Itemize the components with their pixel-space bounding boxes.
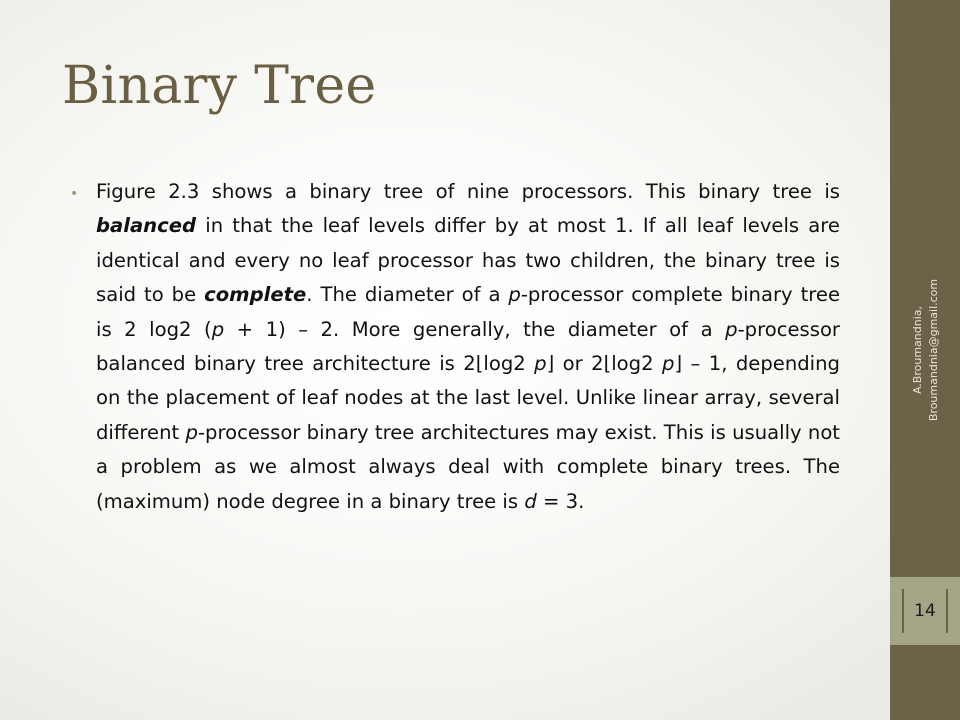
footer-author: [910, 200, 942, 500]
text-run: Figure 2.3 shows a binary tree of nine processors. This binary tree is: [96, 180, 840, 203]
bullet-item: [70, 175, 840, 519]
page-number: 14: [914, 601, 936, 621]
slide-title: Binary Tree: [62, 56, 377, 116]
math-variable: p: [211, 317, 225, 341]
math-variable: p: [185, 420, 198, 444]
slide-content: [70, 175, 840, 519]
text-run: ⌋ or 2⌊log2: [546, 352, 662, 376]
math-variable: p: [662, 352, 675, 376]
text-run: . The diameter of a: [306, 283, 509, 307]
math-variable: p: [508, 283, 521, 307]
math-variable: p: [534, 352, 547, 376]
text-run: -processor balanced binary tree architecture is 2⌊log2: [96, 317, 840, 376]
page-number-bracket: [902, 589, 948, 633]
text-run: + 1) – 2. More generally, the diameter of a: [224, 317, 726, 341]
math-variable: d: [524, 489, 537, 513]
footer-name: A.Broumandnia,: [911, 305, 924, 395]
text-run: ⌋ – 1, depending on the placement of leaf nodes at the last level. Unlike linear array, several different: [96, 352, 840, 444]
text-run: in that the leaf levels differ by at most 1. If all leaf levels are identical and every no leaf processor has two children, the binary tree is said to be: [96, 214, 840, 307]
math-variable: p: [725, 317, 738, 341]
footer-email: Broumandnia@gmail.com: [927, 278, 940, 422]
text-run: -processor binary tree architectures may exist. This is usually not a problem as we almost always deal with complete binary trees. The (maximum) node degree in a binary tree is: [96, 420, 840, 513]
bullet-paragraph: [96, 175, 840, 519]
emphasis-term: balanced: [96, 214, 197, 238]
text-run: = 3.: [536, 489, 585, 513]
emphasis-term: complete: [204, 283, 307, 307]
text-run: -processor complete binary tree is 2 log2 (: [96, 283, 840, 341]
bullet-marker: •: [70, 186, 79, 202]
page-number-band: [890, 577, 960, 645]
sidebar: [890, 0, 960, 720]
